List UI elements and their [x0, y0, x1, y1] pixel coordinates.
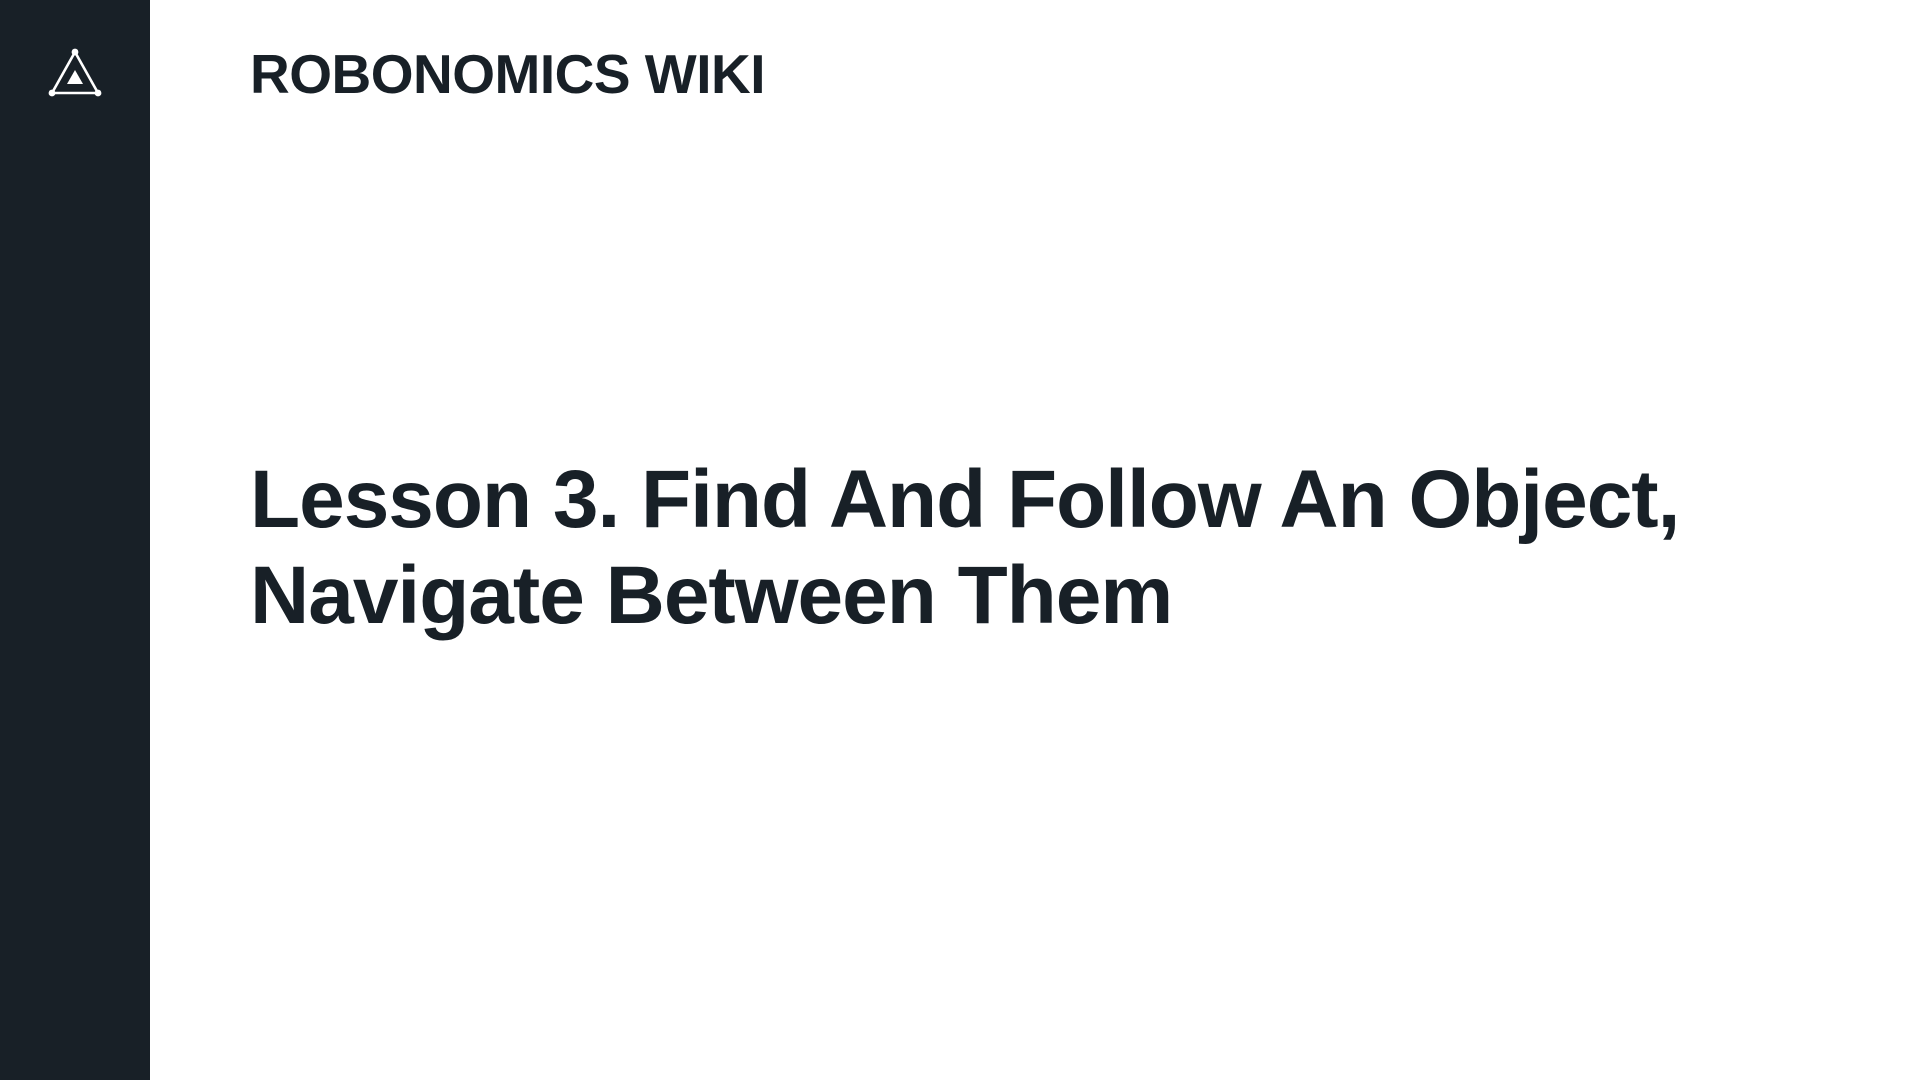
page-title: Lesson 3. Find And Follow An Object, Navigate Between Them [250, 454, 1680, 641]
sidebar [0, 0, 150, 1080]
site-brand[interactable]: ROBONOMICS WIKI [250, 43, 765, 105]
robonomics-logo-icon[interactable] [48, 48, 102, 98]
